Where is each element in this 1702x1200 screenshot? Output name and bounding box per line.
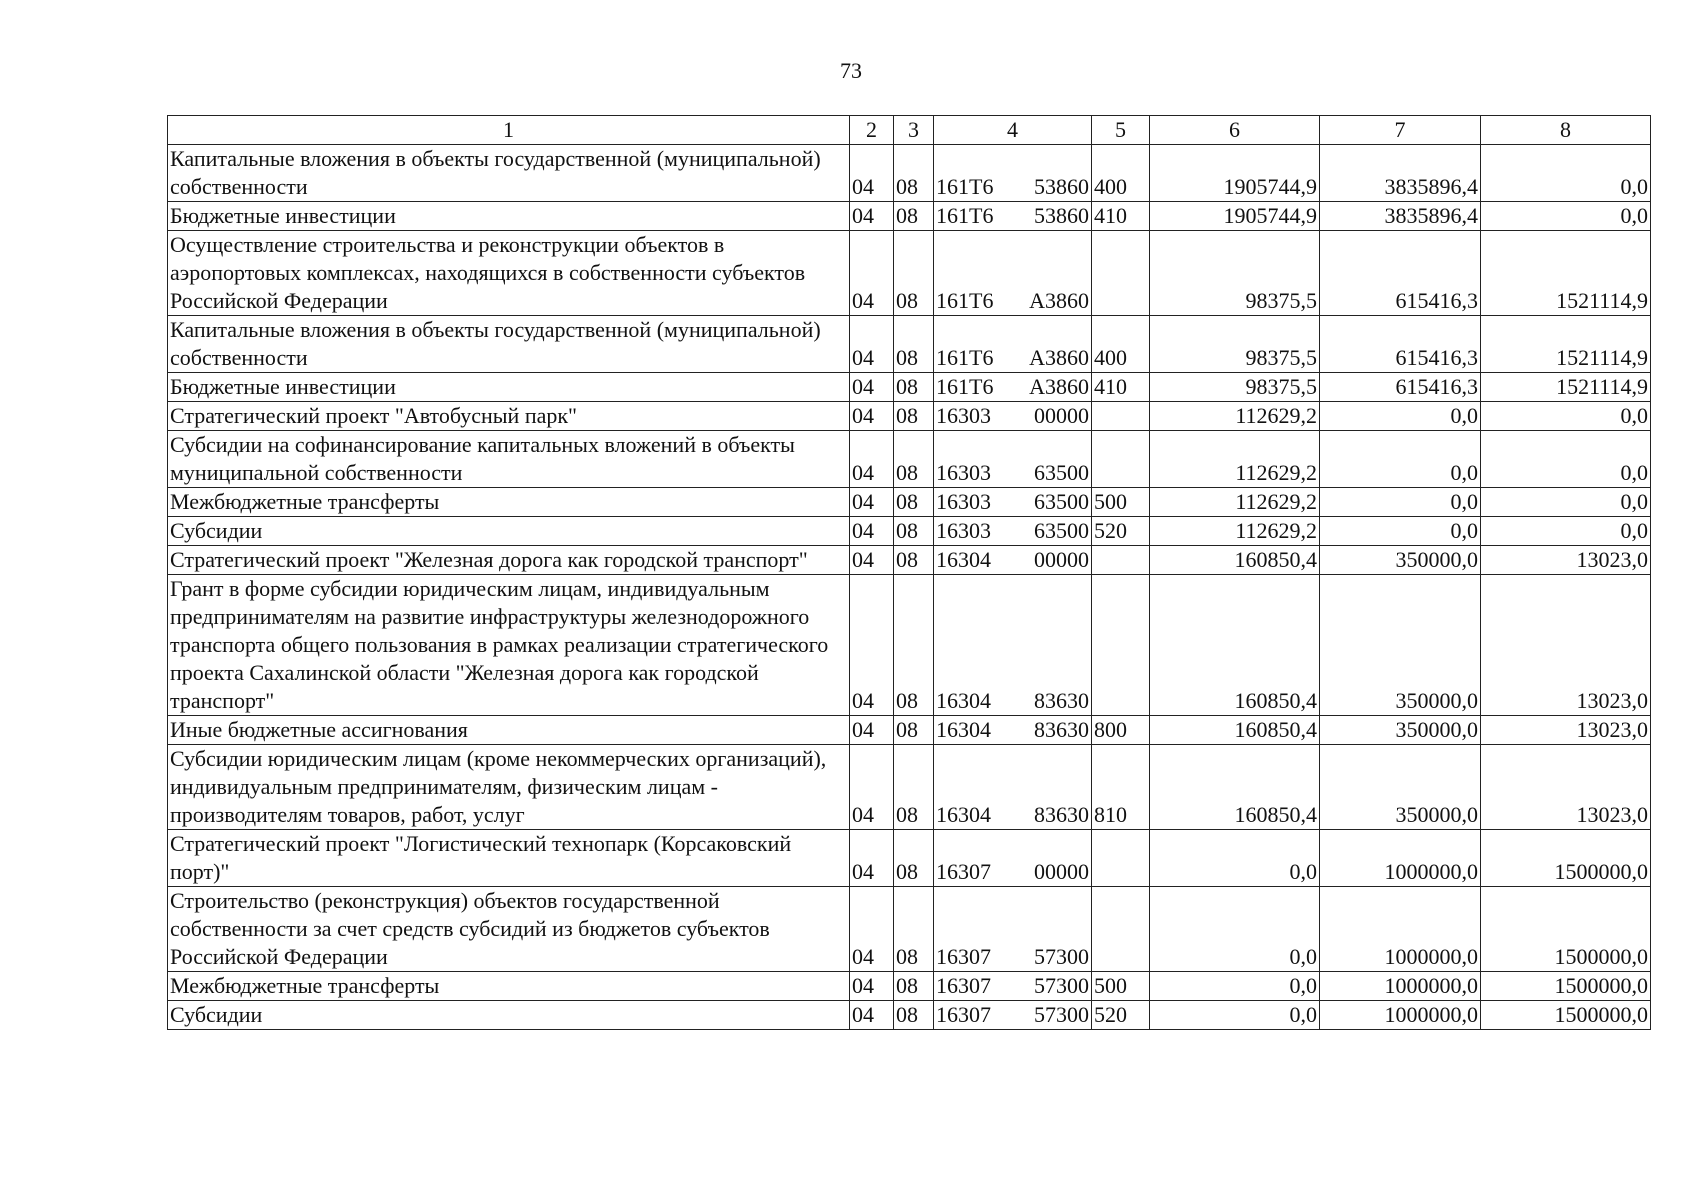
row-name: Осуществление строительства и реконструкции объектов в аэропортовых комплексах, находящихся в собственности субъектов Российской Федерации xyxy=(168,231,850,316)
row-subsection: 08 xyxy=(894,431,934,488)
table-row xyxy=(168,488,1651,517)
row-subsection: 08 xyxy=(894,546,934,575)
row-target-article-program: 16307 xyxy=(936,944,991,969)
row-target-article-program: 16303 xyxy=(936,518,991,543)
row-target-article xyxy=(934,830,1092,887)
table-body xyxy=(168,145,1651,1030)
row-section: 04 xyxy=(850,745,894,830)
row-amount-col7: 3835896,4 xyxy=(1320,202,1481,231)
row-amount-col7: 350000,0 xyxy=(1320,575,1481,716)
row-target-article-program: 16307 xyxy=(936,859,991,884)
row-subsection: 08 xyxy=(894,745,934,830)
table-row xyxy=(168,887,1651,972)
row-target-article-direction: 57300 xyxy=(1034,1002,1089,1027)
row-amount-col7: 3835896,4 xyxy=(1320,145,1481,202)
row-target-article-program: 161Т6 xyxy=(936,374,994,399)
row-amount-col7: 350000,0 xyxy=(1320,745,1481,830)
row-target-article-program: 16304 xyxy=(936,688,991,713)
row-amount-col7: 0,0 xyxy=(1320,402,1481,431)
row-section: 04 xyxy=(850,716,894,745)
row-target-article-program: 161Т6 xyxy=(936,288,994,313)
row-amount-col7: 350000,0 xyxy=(1320,716,1481,745)
row-section: 04 xyxy=(850,431,894,488)
row-name: Межбюджетные трансферты xyxy=(168,972,850,1001)
row-amount-col7: 1000000,0 xyxy=(1320,1001,1481,1030)
row-target-article-program: 16304 xyxy=(936,717,991,742)
row-section: 04 xyxy=(850,145,894,202)
row-amount-col8: 13023,0 xyxy=(1481,745,1651,830)
row-amount-col6: 160850,4 xyxy=(1150,745,1320,830)
row-amount-col8: 1521114,9 xyxy=(1481,231,1651,316)
row-expense-type: 400 xyxy=(1092,145,1150,202)
row-amount-col7: 615416,3 xyxy=(1320,231,1481,316)
row-section: 04 xyxy=(850,488,894,517)
row-amount-col8: 13023,0 xyxy=(1481,716,1651,745)
table-row xyxy=(168,202,1651,231)
table-row xyxy=(168,231,1651,316)
row-subsection: 08 xyxy=(894,517,934,546)
row-expense-type: 400 xyxy=(1092,316,1150,373)
row-subsection: 08 xyxy=(894,402,934,431)
table-row xyxy=(168,517,1651,546)
row-amount-col6: 112629,2 xyxy=(1150,431,1320,488)
row-amount-col6: 160850,4 xyxy=(1150,575,1320,716)
row-target-article-direction: 53860 xyxy=(1034,174,1089,199)
row-name: Грант в форме субсидии юридическим лицам, индивидуальным предпринимателям на развитие инфраструктуры железнодорожного транспорта общего пользования в рамках реализации стратегического проекта Сахалинской области "Железная дорога как городской транспорт" xyxy=(168,575,850,716)
table-row xyxy=(168,145,1651,202)
row-section: 04 xyxy=(850,373,894,402)
row-name: Субсидии на софинансирование капитальных вложений в объекты муниципальной собственности xyxy=(168,431,850,488)
header-cell: 1 xyxy=(168,116,850,145)
header-cell: 4 xyxy=(934,116,1092,145)
row-name: Субсидии юридическим лицам (кроме некоммерческих организаций), индивидуальным предпринимателям, физическим лицам - производителям товаров, работ, услуг xyxy=(168,745,850,830)
header-cell: 3 xyxy=(894,116,934,145)
row-target-article-program: 16304 xyxy=(936,802,991,827)
header-cell: 6 xyxy=(1150,116,1320,145)
row-section: 04 xyxy=(850,887,894,972)
row-target-article-direction: 63500 xyxy=(1034,460,1089,485)
row-subsection: 08 xyxy=(894,716,934,745)
row-target-article-direction: А3860 xyxy=(1029,288,1089,313)
row-section: 04 xyxy=(850,517,894,546)
row-amount-col7: 1000000,0 xyxy=(1320,972,1481,1001)
row-subsection: 08 xyxy=(894,231,934,316)
row-target-article-program: 16304 xyxy=(936,547,991,572)
row-section: 04 xyxy=(850,575,894,716)
row-name: Стратегический проект "Логистический технопарк (Корсаковский порт)" xyxy=(168,830,850,887)
table-row xyxy=(168,373,1651,402)
row-target-article-direction: 63500 xyxy=(1034,518,1089,543)
header-cell: 7 xyxy=(1320,116,1481,145)
row-section: 04 xyxy=(850,231,894,316)
row-amount-col6: 112629,2 xyxy=(1150,402,1320,431)
row-expense-type: 520 xyxy=(1092,517,1150,546)
row-amount-col6: 112629,2 xyxy=(1150,517,1320,546)
row-expense-type xyxy=(1092,231,1150,316)
row-target-article xyxy=(934,517,1092,546)
row-amount-col7: 350000,0 xyxy=(1320,546,1481,575)
row-name: Капитальные вложения в объекты государственной (муниципальной) собственности xyxy=(168,145,850,202)
row-target-article-program: 161Т6 xyxy=(936,174,994,199)
row-target-article-direction: 57300 xyxy=(1034,973,1089,998)
row-target-article-direction: 53860 xyxy=(1034,203,1089,228)
row-target-article-direction: 83630 xyxy=(1034,802,1089,827)
row-expense-type xyxy=(1092,575,1150,716)
row-amount-col6: 0,0 xyxy=(1150,830,1320,887)
row-target-article xyxy=(934,745,1092,830)
row-amount-col7: 615416,3 xyxy=(1320,373,1481,402)
row-subsection: 08 xyxy=(894,972,934,1001)
row-subsection: 08 xyxy=(894,1001,934,1030)
row-name: Бюджетные инвестиции xyxy=(168,202,850,231)
row-expense-type xyxy=(1092,546,1150,575)
header-cell: 5 xyxy=(1092,116,1150,145)
row-expense-type: 500 xyxy=(1092,972,1150,1001)
table-row xyxy=(168,431,1651,488)
row-target-article xyxy=(934,972,1092,1001)
row-target-article-direction: А3860 xyxy=(1029,345,1089,370)
row-name: Бюджетные инвестиции xyxy=(168,373,850,402)
row-amount-col8: 1500000,0 xyxy=(1481,830,1651,887)
row-subsection: 08 xyxy=(894,575,934,716)
table-row xyxy=(168,745,1651,830)
row-section: 04 xyxy=(850,1001,894,1030)
row-amount-col6: 98375,5 xyxy=(1150,231,1320,316)
table-row xyxy=(168,972,1651,1001)
row-target-article-program: 161Т6 xyxy=(936,345,994,370)
row-subsection: 08 xyxy=(894,316,934,373)
row-amount-col6: 1905744,9 xyxy=(1150,145,1320,202)
row-amount-col8: 0,0 xyxy=(1481,202,1651,231)
row-target-article-program: 16303 xyxy=(936,460,991,485)
row-name: Субсидии xyxy=(168,517,850,546)
row-target-article xyxy=(934,575,1092,716)
row-expense-type: 410 xyxy=(1092,202,1150,231)
row-subsection: 08 xyxy=(894,202,934,231)
row-amount-col7: 615416,3 xyxy=(1320,316,1481,373)
row-amount-col7: 0,0 xyxy=(1320,517,1481,546)
row-target-article-program: 16307 xyxy=(936,1002,991,1027)
table-row xyxy=(168,316,1651,373)
row-name: Межбюджетные трансферты xyxy=(168,488,850,517)
row-amount-col6: 98375,5 xyxy=(1150,373,1320,402)
header-cell: 2 xyxy=(850,116,894,145)
row-amount-col6: 0,0 xyxy=(1150,887,1320,972)
row-target-article xyxy=(934,887,1092,972)
table-row xyxy=(168,546,1651,575)
row-amount-col8: 13023,0 xyxy=(1481,546,1651,575)
row-target-article xyxy=(934,373,1092,402)
table-row xyxy=(168,1001,1651,1030)
row-target-article-direction: 00000 xyxy=(1034,859,1089,884)
row-target-article xyxy=(934,316,1092,373)
row-target-article xyxy=(934,1001,1092,1030)
page-number: 73 xyxy=(840,58,862,83)
row-target-article-program: 161Т6 xyxy=(936,203,994,228)
row-section: 04 xyxy=(850,830,894,887)
row-target-article xyxy=(934,546,1092,575)
row-target-article-direction: 83630 xyxy=(1034,717,1089,742)
row-amount-col6: 98375,5 xyxy=(1150,316,1320,373)
row-expense-type: 500 xyxy=(1092,488,1150,517)
row-subsection: 08 xyxy=(894,887,934,972)
row-amount-col6: 112629,2 xyxy=(1150,488,1320,517)
row-section: 04 xyxy=(850,546,894,575)
row-target-article-direction: 00000 xyxy=(1034,403,1089,428)
row-name: Иные бюджетные ассигнования xyxy=(168,716,850,745)
row-expense-type xyxy=(1092,431,1150,488)
row-target-article-direction: 00000 xyxy=(1034,547,1089,572)
row-expense-type xyxy=(1092,402,1150,431)
row-target-article-program: 16307 xyxy=(936,973,991,998)
row-subsection: 08 xyxy=(894,373,934,402)
row-amount-col8: 0,0 xyxy=(1481,431,1651,488)
row-section: 04 xyxy=(850,202,894,231)
row-section: 04 xyxy=(850,402,894,431)
row-target-article xyxy=(934,402,1092,431)
row-amount-col7: 1000000,0 xyxy=(1320,887,1481,972)
row-amount-col6: 160850,4 xyxy=(1150,546,1320,575)
row-amount-col6: 1905744,9 xyxy=(1150,202,1320,231)
row-section: 04 xyxy=(850,316,894,373)
row-name: Капитальные вложения в объекты государственной (муниципальной) собственности xyxy=(168,316,850,373)
row-subsection: 08 xyxy=(894,830,934,887)
budget-table xyxy=(167,115,1651,1030)
table-row xyxy=(168,716,1651,745)
row-amount-col7: 0,0 xyxy=(1320,431,1481,488)
row-target-article-direction: 83630 xyxy=(1034,688,1089,713)
row-expense-type: 810 xyxy=(1092,745,1150,830)
row-amount-col8: 0,0 xyxy=(1481,402,1651,431)
row-amount-col8: 0,0 xyxy=(1481,488,1651,517)
row-amount-col7: 0,0 xyxy=(1320,488,1481,517)
row-expense-type: 410 xyxy=(1092,373,1150,402)
table-row xyxy=(168,575,1651,716)
row-amount-col8: 0,0 xyxy=(1481,145,1651,202)
row-section: 04 xyxy=(850,972,894,1001)
row-expense-type: 800 xyxy=(1092,716,1150,745)
row-amount-col8: 13023,0 xyxy=(1481,575,1651,716)
row-amount-col8: 1500000,0 xyxy=(1481,887,1651,972)
row-expense-type xyxy=(1092,887,1150,972)
header-row xyxy=(168,116,1651,145)
row-target-article xyxy=(934,145,1092,202)
row-target-article xyxy=(934,202,1092,231)
row-target-article-direction: А3860 xyxy=(1029,374,1089,399)
row-name: Стратегический проект "Автобусный парк" xyxy=(168,402,850,431)
row-expense-type: 520 xyxy=(1092,1001,1150,1030)
row-target-article xyxy=(934,488,1092,517)
row-subsection: 08 xyxy=(894,488,934,517)
row-amount-col8: 0,0 xyxy=(1481,517,1651,546)
row-amount-col8: 1500000,0 xyxy=(1481,1001,1651,1030)
row-subsection: 08 xyxy=(894,145,934,202)
row-target-article xyxy=(934,431,1092,488)
row-target-article-direction: 63500 xyxy=(1034,489,1089,514)
table-row xyxy=(168,830,1651,887)
row-target-article-program: 16303 xyxy=(936,403,991,428)
row-amount-col6: 0,0 xyxy=(1150,1001,1320,1030)
row-target-article xyxy=(934,231,1092,316)
row-expense-type xyxy=(1092,830,1150,887)
row-amount-col6: 0,0 xyxy=(1150,972,1320,1001)
table-row xyxy=(168,402,1651,431)
row-amount-col7: 1000000,0 xyxy=(1320,830,1481,887)
header-cell: 8 xyxy=(1481,116,1651,145)
row-target-article-direction: 57300 xyxy=(1034,944,1089,969)
row-name: Стратегический проект "Железная дорога как городской транспорт" xyxy=(168,546,850,575)
row-amount-col8: 1500000,0 xyxy=(1481,972,1651,1001)
row-name: Строительство (реконструкция) объектов государственной собственности за счет средств субсидий из бюджетов субъектов Российской Федерации xyxy=(168,887,850,972)
row-target-article xyxy=(934,716,1092,745)
row-amount-col6: 160850,4 xyxy=(1150,716,1320,745)
row-name: Субсидии xyxy=(168,1001,850,1030)
row-amount-col8: 1521114,9 xyxy=(1481,316,1651,373)
row-amount-col8: 1521114,9 xyxy=(1481,373,1651,402)
row-target-article-program: 16303 xyxy=(936,489,991,514)
